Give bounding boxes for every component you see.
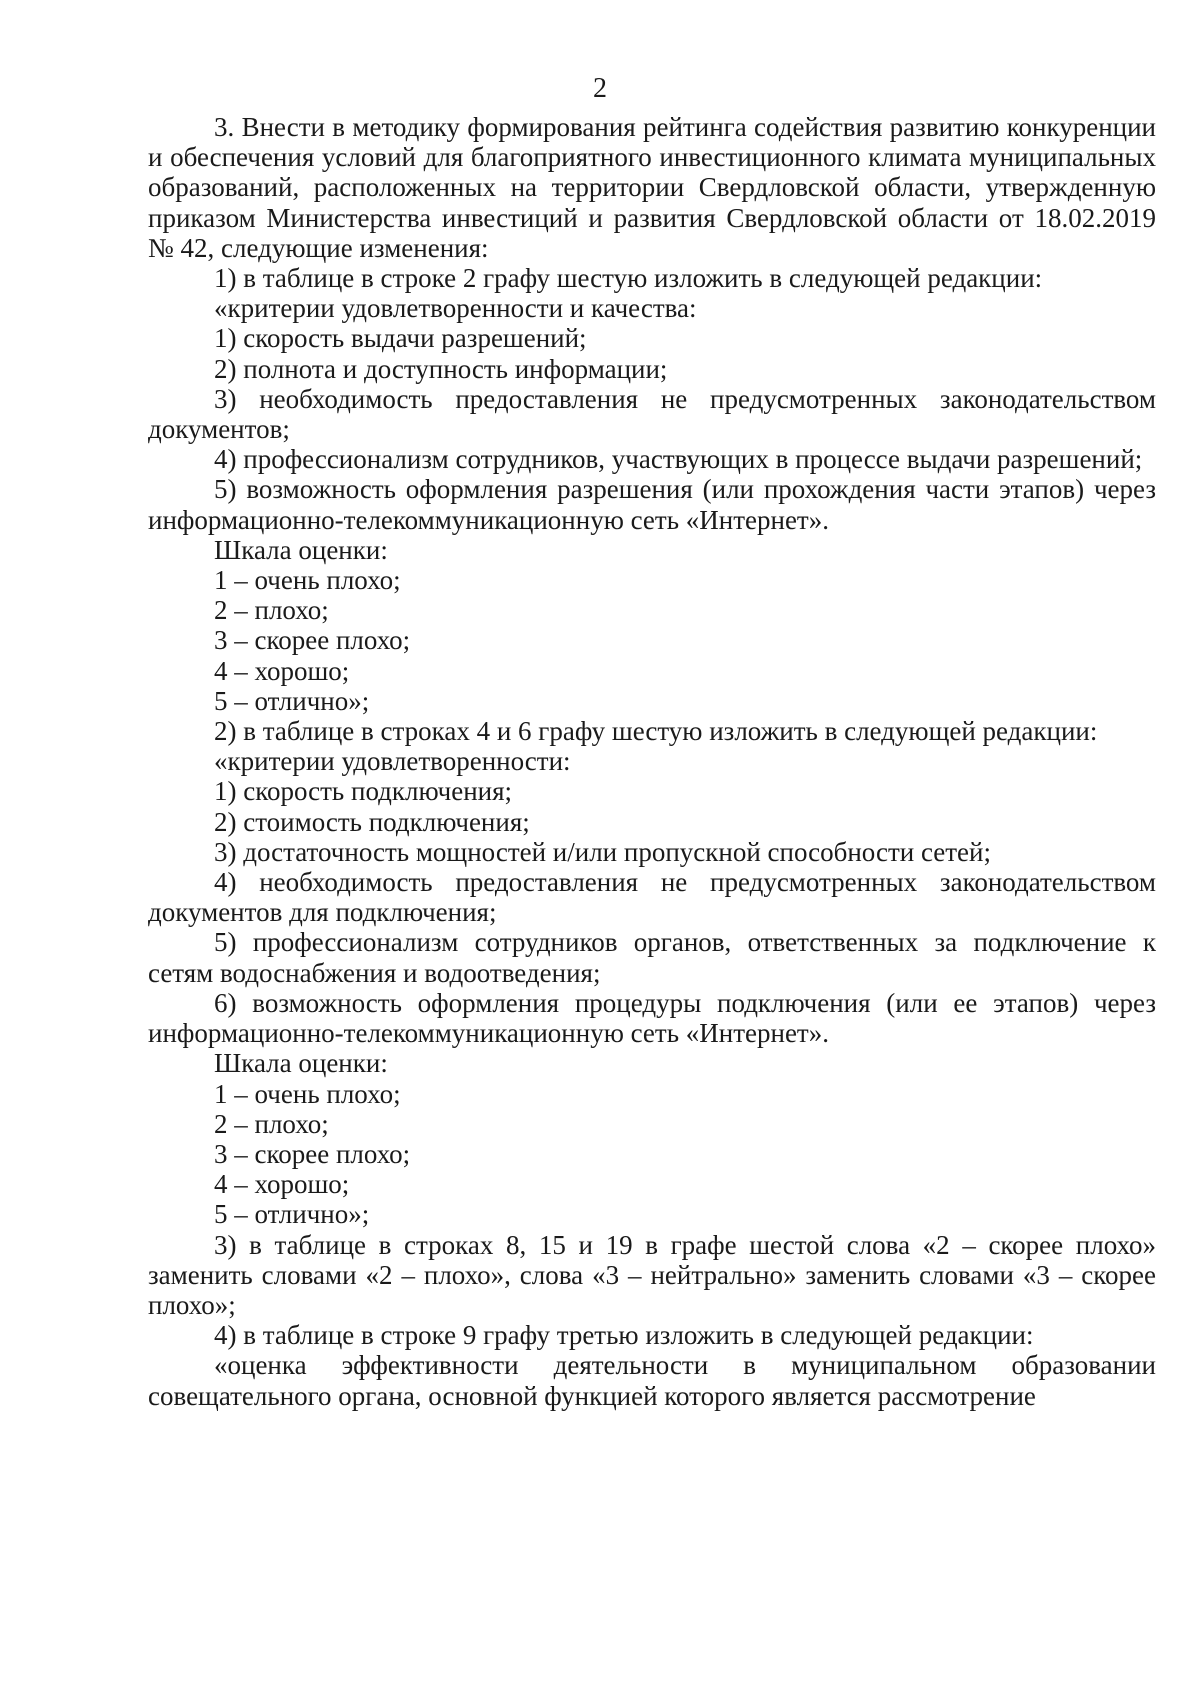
list-item: 2) полнота и доступность информации; [214, 353, 668, 384]
scale-item: 1 – очень плохо; [214, 565, 401, 596]
list-item: 4) профессионализм сотрудников, участвующих в процессе выдачи разрешений; [214, 444, 1143, 475]
scale-heading: Шкала оценки: [214, 1048, 388, 1079]
list-item: 1) скорость подключения; [214, 776, 513, 807]
list-item: 3) необходимость предоставления не предусмотренных законодательством документов; [148, 383, 1156, 445]
list-item: 2) стоимость подключения; [214, 806, 530, 837]
list-item: 4) необходимость предоставления не предусмотренных законодательством документов для подключения; [148, 867, 1156, 928]
scale-item: 3 – скорее плохо; [214, 1138, 411, 1169]
list-item: 3) достаточность мощностей и/или пропускной способности сетей; [214, 836, 991, 867]
subpoint-2: 2) в таблице в строках 4 и 6 графу шестую изложить в следующей редакции: [214, 716, 1098, 747]
criteria-heading: «критерии удовлетворенности: [214, 746, 571, 777]
list-item: 6) возможность оформления процедуры подключения (или ее этапов) через информационно-телекоммуникационную сеть «Интернет». [148, 987, 1156, 1049]
document-body [148, 112, 1156, 1411]
criteria-heading: «критерии удовлетворенности и качества: [214, 293, 697, 324]
scale-item: 4 – хорошо; [214, 655, 350, 686]
list-item: 1) скорость выдачи разрешений; [214, 323, 587, 354]
quoted-text: «оценка эффективности деятельности в муниципальном образовании совещательного органа, основной функцией которого является рассмотрение [148, 1350, 1156, 1411]
scale-heading: Шкала оценки: [214, 534, 388, 565]
scale-item: 2 – плохо; [214, 595, 329, 626]
scale-item: 2 – плохо; [214, 1108, 329, 1139]
paragraph-item-3: 3. Внести в методику формирования рейтинга содействия развитию конкуренции и обеспечения условий для благоприятного инвестиционного климата муниципальных образований, расположенных на территории Свердловской области, утвержденную приказом Министерства инвестиций и развития Свердловской области от 18.02.2019 № 42, следующие изменения: [148, 112, 1156, 263]
page-number: 2 [593, 73, 607, 104]
scale-item: 1 – очень плохо; [214, 1078, 401, 1109]
scale-item: 5 – отлично»; [214, 1199, 370, 1230]
scale-item: 3 – скорее плохо; [214, 625, 411, 656]
subpoint-1: 1) в таблице в строке 2 графу шестую изложить в следующей редакции: [214, 263, 1043, 294]
subpoint-4: 4) в таблице в строке 9 графу третью изложить в следующей редакции: [214, 1320, 1034, 1351]
subpoint-3: 3) в таблице в строках 8, 15 и 19 в графе шестой слова «2 – скорее плохо» заменить словами «2 – плохо», слова «3 – нейтрально» заменить словами «3 – скорее плохо»; [148, 1229, 1156, 1320]
list-item: 5) профессионализм сотрудников органов, ответственных за подключение к сетям водоснабжения и водоотведения; [148, 927, 1156, 988]
scale-item: 4 – хорошо; [214, 1169, 350, 1200]
scale-item: 5 – отлично»; [214, 685, 370, 716]
list-item: 5) возможность оформления разрешения (или прохождения части этапов) через информационно-телекоммуникационную сеть «Интернет». [148, 474, 1156, 535]
